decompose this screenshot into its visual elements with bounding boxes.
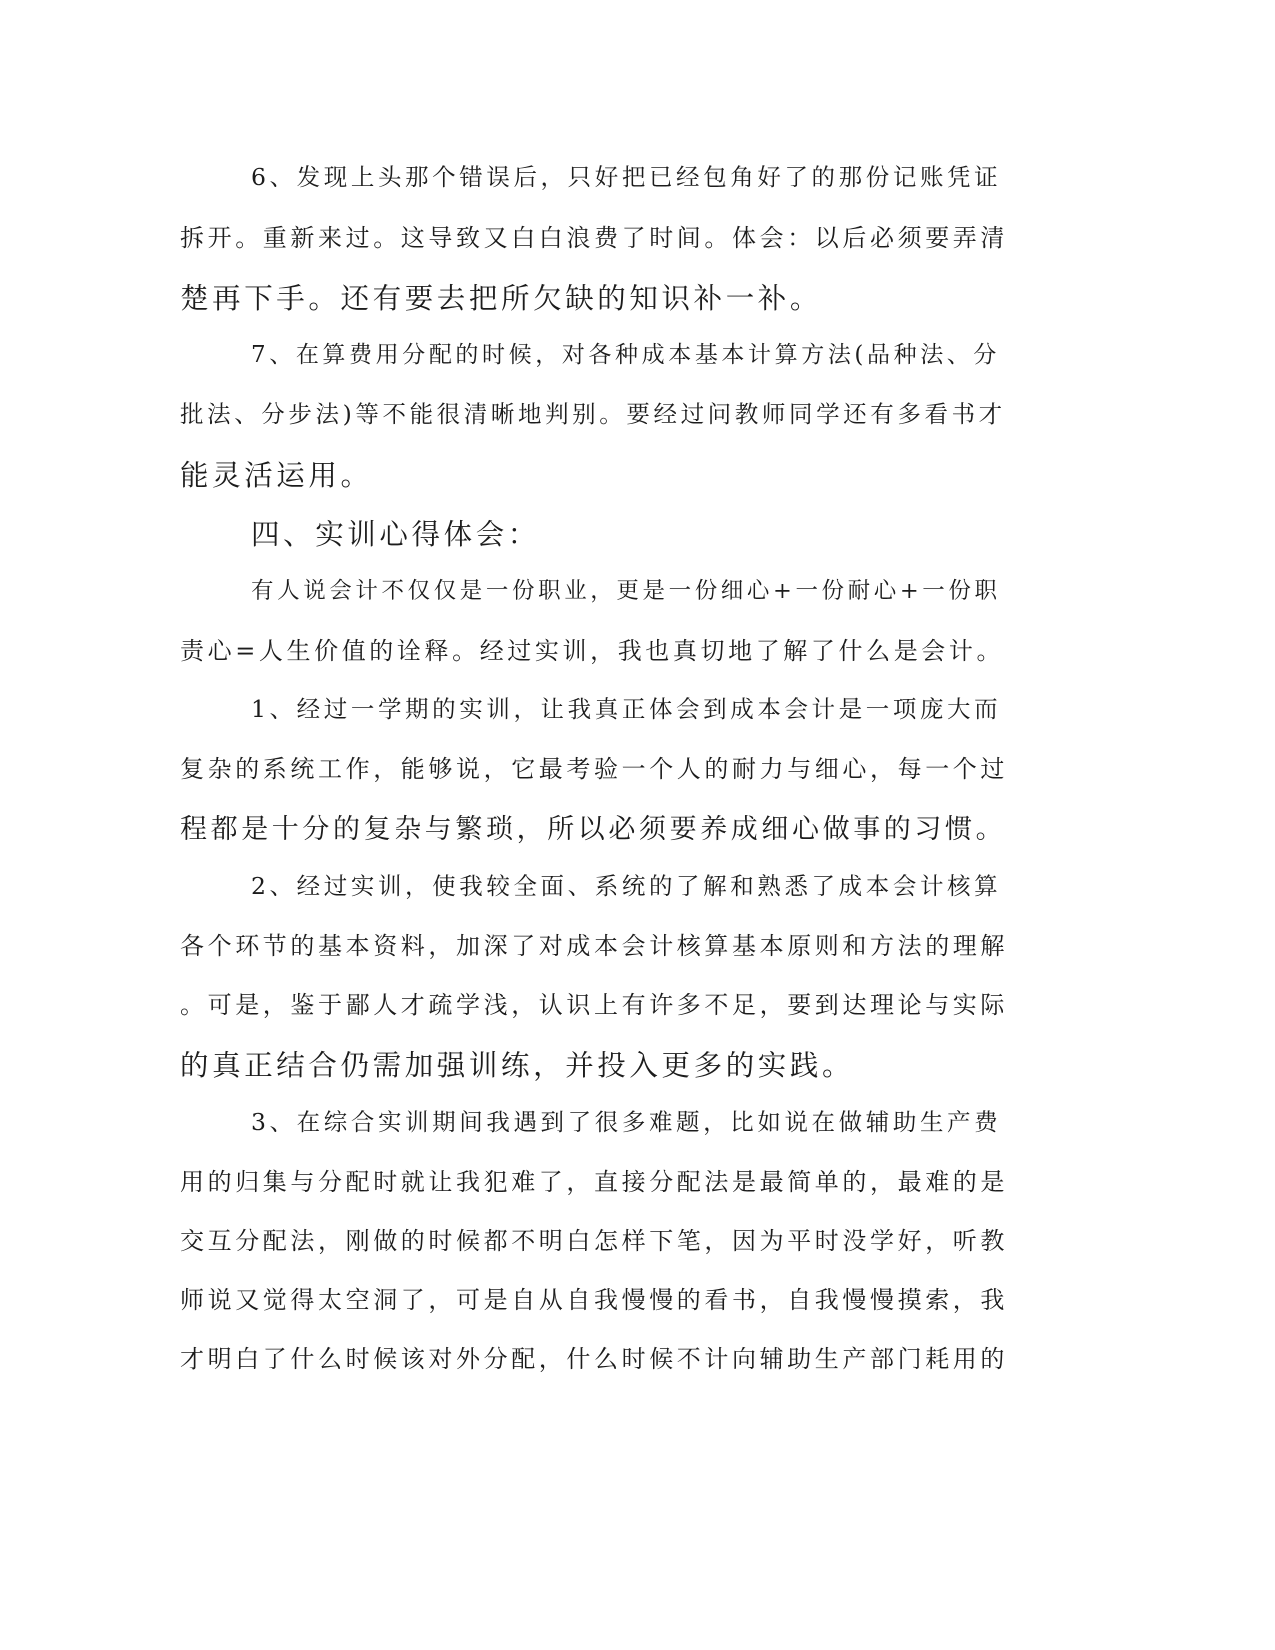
point-2-line-4: 的真正结合仍需加强训练，并投入更多的实践。	[180, 1049, 855, 1082]
point-3-line-2: 用的归集与分配时就让我犯难了，直接分配法是最简单的，最难的是	[180, 1168, 1008, 1196]
point-3-line-1: 3、在综合实训期间我遇到了很多难题，比如说在做辅助生产费	[251, 1108, 1002, 1136]
para-6-line-2: 拆开。重新来过。这导致又白白浪费了时间。体会：以后必须要弄清	[180, 224, 1008, 252]
point-3-line-5: 才明白了什么时候该对外分配，什么时候不计向辅助生产部门耗用的	[180, 1345, 1008, 1373]
point-1-line-1: 1、经过一学期的实训，让我真正体会到成本会计是一项庞大而	[251, 695, 1002, 723]
point-2-line-3: 。可是，鉴于鄙人才疏学浅，认识上有许多不足，要到达理论与实际	[180, 991, 1008, 1019]
para-6-line-3: 楚再下手。还有要去把所欠缺的知识补一补。	[180, 282, 823, 315]
point-1-line-2: 复杂的系统工作，能够说，它最考验一个人的耐力与细心，每一个过	[180, 755, 1008, 783]
section-heading: 四、实训心得体会：	[251, 518, 540, 551]
intro-line-1: 有人说会计不仅仅是一份职业，更是一份细心+一份耐心+一份职	[251, 578, 1001, 604]
point-3-line-4: 师说又觉得太空洞了，可是自从自我慢慢的看书，自我慢慢摸索，我	[180, 1286, 1008, 1314]
intro-line-2: 责心=人生价值的诠释。经过实训，我也真切地了解了什么是会计。	[180, 637, 1005, 665]
para-7-line-2: 批法、分步法)等不能很清晰地判别。要经过问教师同学还有多看书才	[180, 400, 1006, 428]
para-7-line-1: 7、在算费用分配的时候，对各种成本基本计算方法(品种法、分	[251, 342, 1001, 368]
point-2-line-2: 各个环节的基本资料，加深了对成本会计核算基本原则和方法的理解	[180, 932, 1008, 960]
point-3-line-3: 交互分配法，刚做的时候都不明白怎样下笔，因为平时没学好，听教	[180, 1227, 1008, 1255]
para-6-line-1: 6、发现上头那个错误后，只好把已经包角好了的那份记账凭证	[251, 163, 1002, 191]
para-7-line-3: 能灵活运用。	[180, 459, 373, 492]
point-1-line-3: 程都是十分的复杂与繁琐，所以必须要养成细心做事的习惯。	[180, 814, 1007, 845]
point-2-line-1: 2、经过实训，使我较全面、系统的了解和熟悉了成本会计核算	[251, 872, 1002, 900]
